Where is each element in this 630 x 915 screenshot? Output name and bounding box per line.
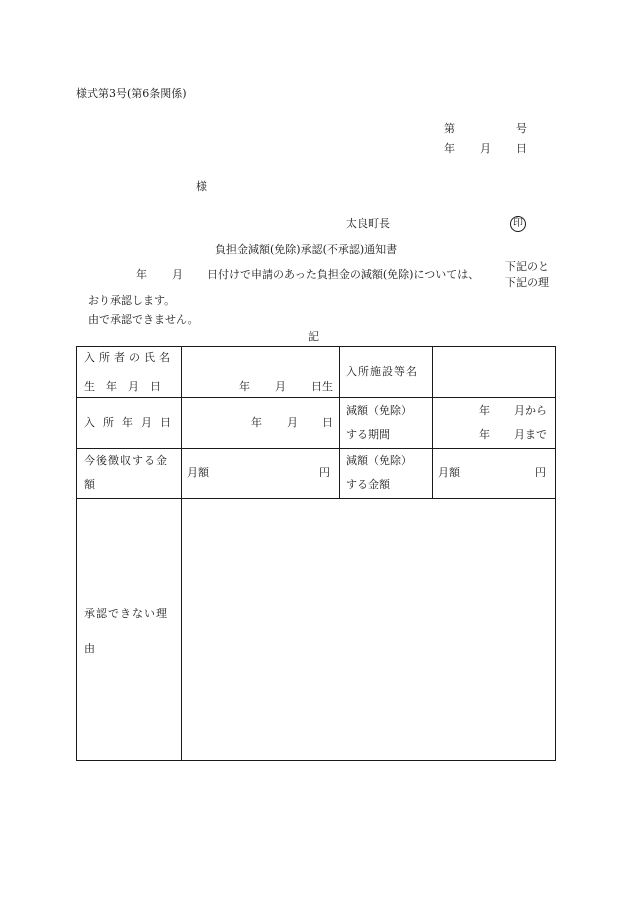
addressee-suffix: 様 [196,180,207,193]
body-line-deny: 由で承認できません。 [88,313,199,326]
facility-label: 入所施設等名 [346,365,418,378]
issuer-title: 太良町長 [346,217,390,230]
body-line-approve: おり承認します。 [88,294,176,307]
period-to-year: 年 [479,428,490,441]
admission-year: 年 [251,416,262,429]
ki-heading: 記 [308,330,319,343]
future-yen: 円 [319,466,330,479]
date-month: 月 [480,142,491,155]
body-sentence: 日付けで申請のあった負担金の減額(免除)については、 [207,268,480,281]
reason-label-2: 由 [84,642,95,655]
seal-stamp: 印 [510,216,526,232]
body-option-approve: 下記のと [505,260,549,273]
admission-day: 日 [322,416,333,429]
period-label-2: する期間 [346,428,390,441]
future-amount-label-1: 今後徴収する金 [84,454,168,467]
reason-label-1: 承認できない理 [84,607,168,620]
number-suffix: 号 [516,122,527,135]
reduce-amount-label-2: する金額 [346,478,390,491]
birth-label: 生 年 月 日 [84,380,161,393]
birth-year: 年 [239,380,250,393]
body-month: 月 [172,268,183,281]
name-label: 入所者の氏名 [84,351,174,364]
reason-textarea[interactable] [182,499,554,759]
body-option-deny: 下記の理 [505,276,549,289]
number-prefix: 第 [444,122,455,135]
reduce-monthly-label: 月額 [438,466,460,479]
birth-day: 日生 [311,380,333,393]
future-amount-label-2: 額 [84,478,95,491]
period-to-month: 月まで [514,428,547,441]
body-year: 年 [136,268,147,281]
period-from-year: 年 [479,404,490,417]
birth-month: 月 [275,380,286,393]
form-code: 様式第3号(第6条関係) [76,87,187,100]
date-day: 日 [516,142,527,155]
reduce-yen: 円 [535,466,546,479]
admission-month: 月 [287,416,298,429]
date-year: 年 [444,142,455,155]
admission-label: 入所年月日 [84,416,179,429]
reduce-amount-label-1: 減額（免除） [346,454,412,467]
period-label-1: 減額（免除） [346,404,412,417]
document-title: 負担金減額(免除)承認(不承認)通知書 [215,243,398,256]
future-monthly-label: 月額 [187,466,209,479]
details-table [76,346,556,761]
period-from-month: 月から [514,404,547,417]
